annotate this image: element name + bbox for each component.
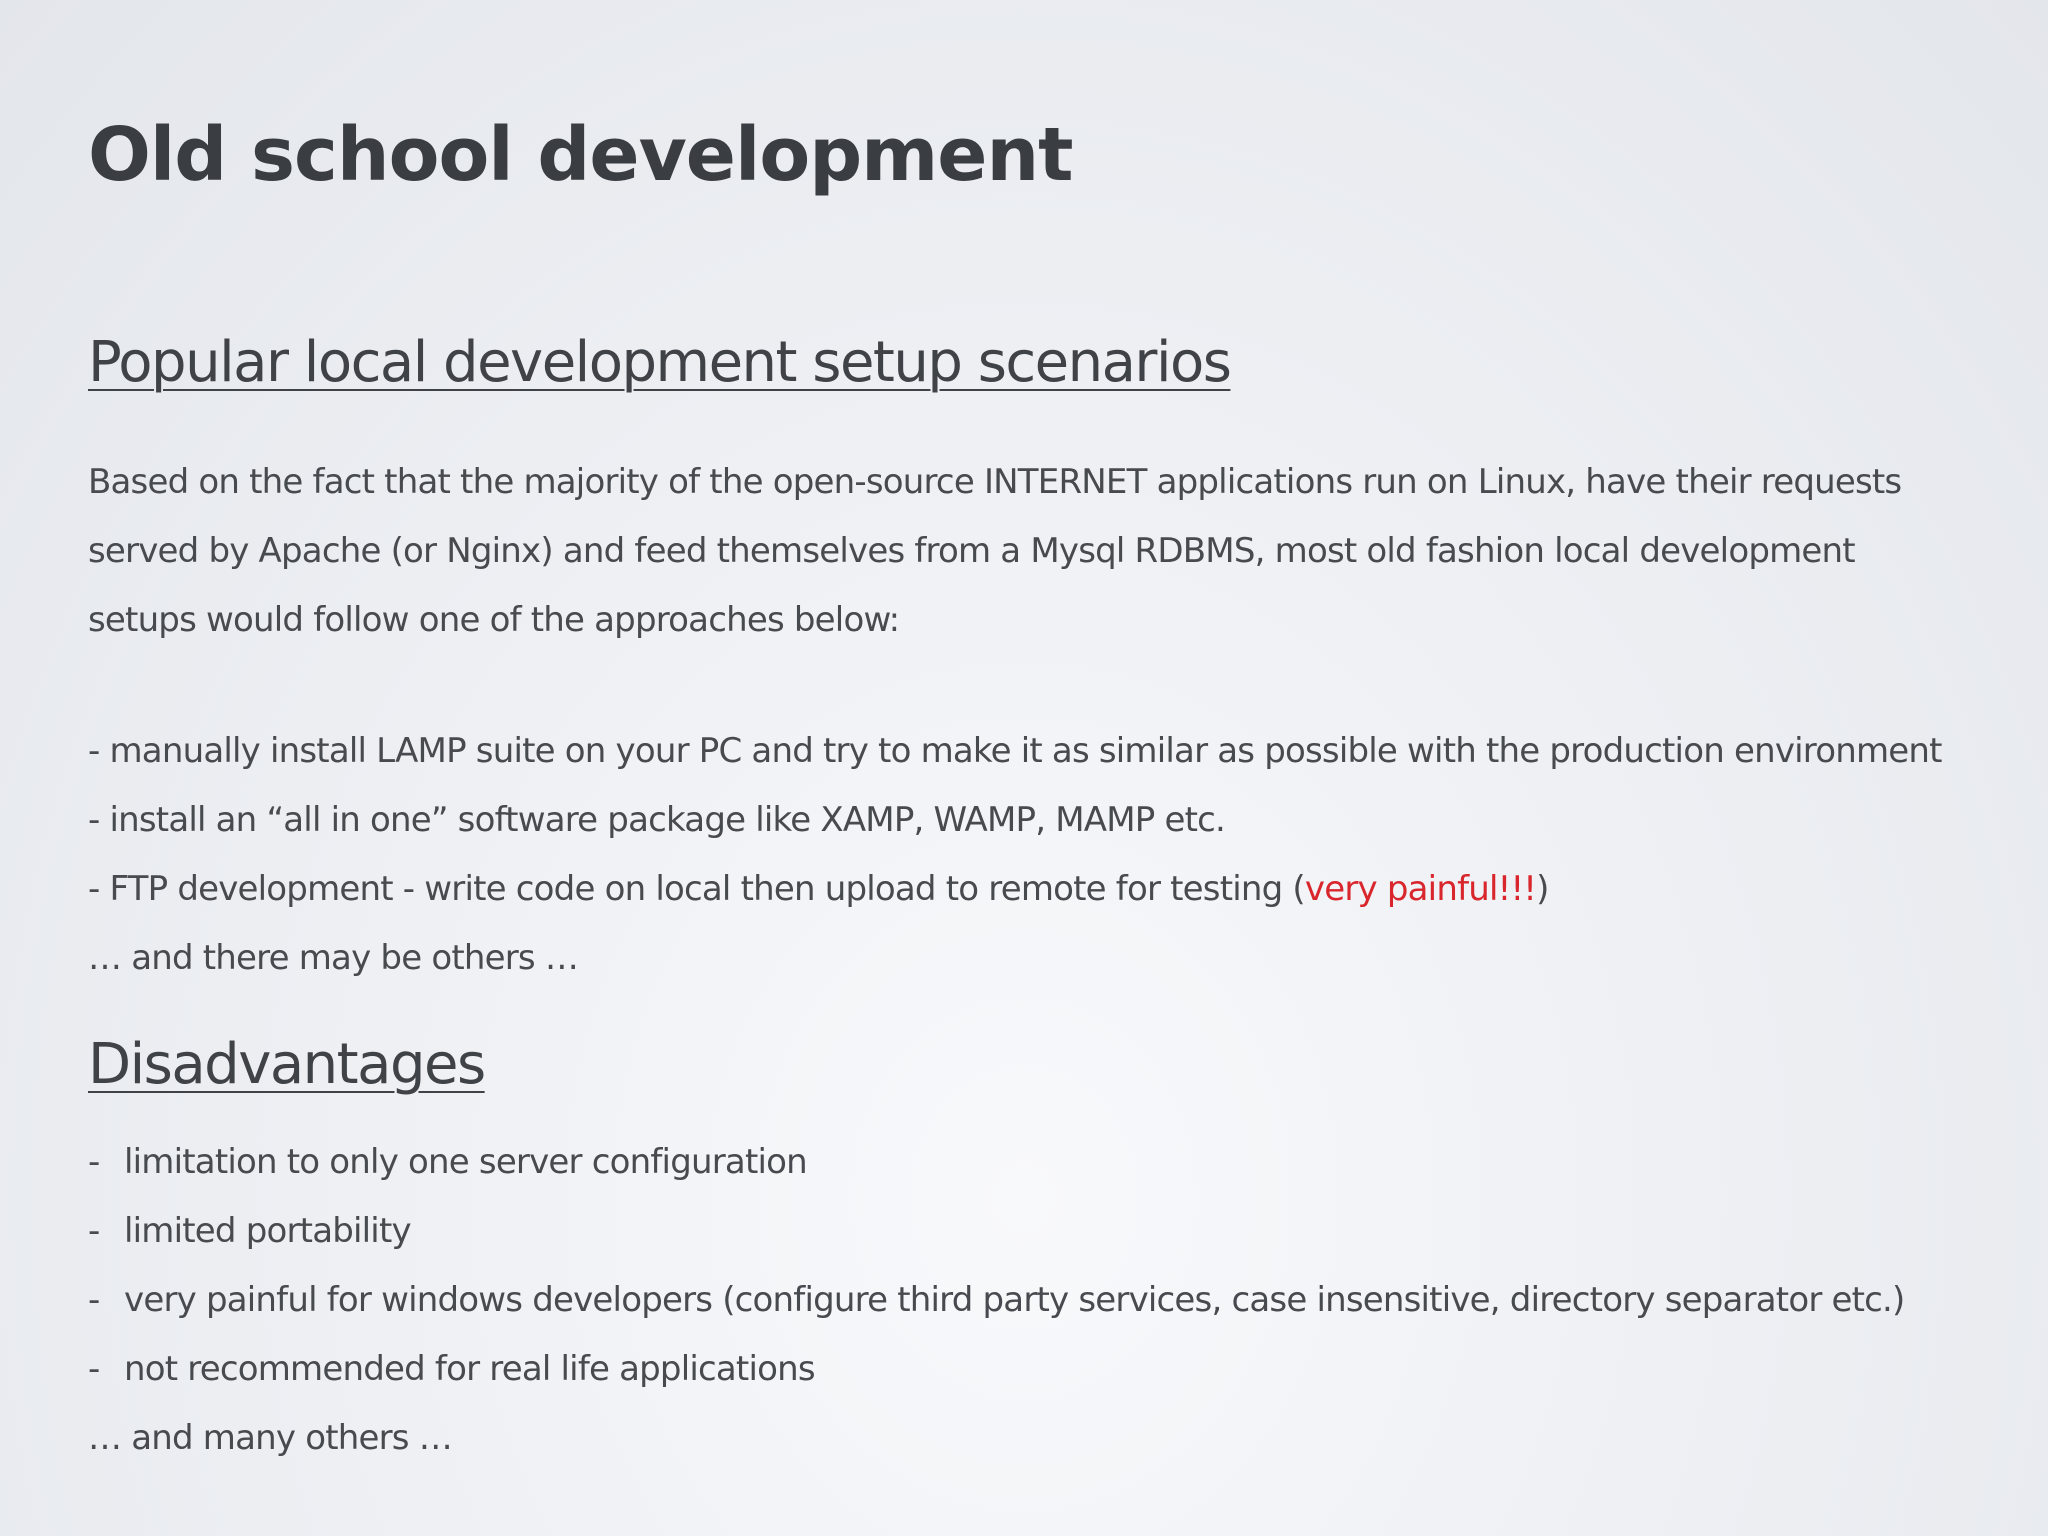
disadvantage-text: very painful for windows developers (configure third party services, case insensitive, directory separator etc.) <box>124 1280 1905 1320</box>
bullet-dash: - <box>88 1142 100 1182</box>
disadvantage-text: limitation to only one server configuration <box>124 1142 807 1182</box>
disadvantage-item <box>88 1206 411 1256</box>
disadvantage-item <box>88 1275 1905 1325</box>
intro-paragraph: Based on the fact that the majority of the open-source INTERNET applications run on Linux, have their requests served by Apache (or Nginx) and feed themselves from a Mysql RDBMS, most old fashion local development setups would follow one of the approaches below: <box>88 462 1902 640</box>
approach-item-all-in-one: - install an “all in one” software package like XAMP, WAMP, MAMP etc. <box>88 800 1226 840</box>
ftp-item-text: - FTP development - write code on local then upload to remote for testing ( <box>88 869 1305 909</box>
approaches-footer: … and there may be others … <box>88 938 579 978</box>
bullet-dash: - <box>88 1349 100 1389</box>
ftp-item-close: ) <box>1536 869 1549 909</box>
disadvantage-text: limited portability <box>124 1211 411 1251</box>
ftp-item-highlight: very painful!!! <box>1304 869 1537 909</box>
approach-item-ftp <box>88 864 1549 914</box>
disadvantage-item <box>88 1344 815 1394</box>
approach-item-lamp: - manually install LAMP suite on your PC and try to make it as similar as possible with the production environment <box>88 731 1942 771</box>
bullet-dash: - <box>88 1280 100 1320</box>
bullet-dash: - <box>88 1211 100 1251</box>
disadvantage-text: not recommended for real life applications <box>124 1349 815 1389</box>
slide-title: Old school development <box>88 112 1073 198</box>
disadvantage-item <box>88 1137 807 1187</box>
disadvantages-heading: Disadvantages <box>88 1032 485 1097</box>
setup-scenarios-heading: Popular local development setup scenarios <box>88 330 1231 395</box>
disadvantages-footer: … and many others … <box>88 1418 452 1458</box>
